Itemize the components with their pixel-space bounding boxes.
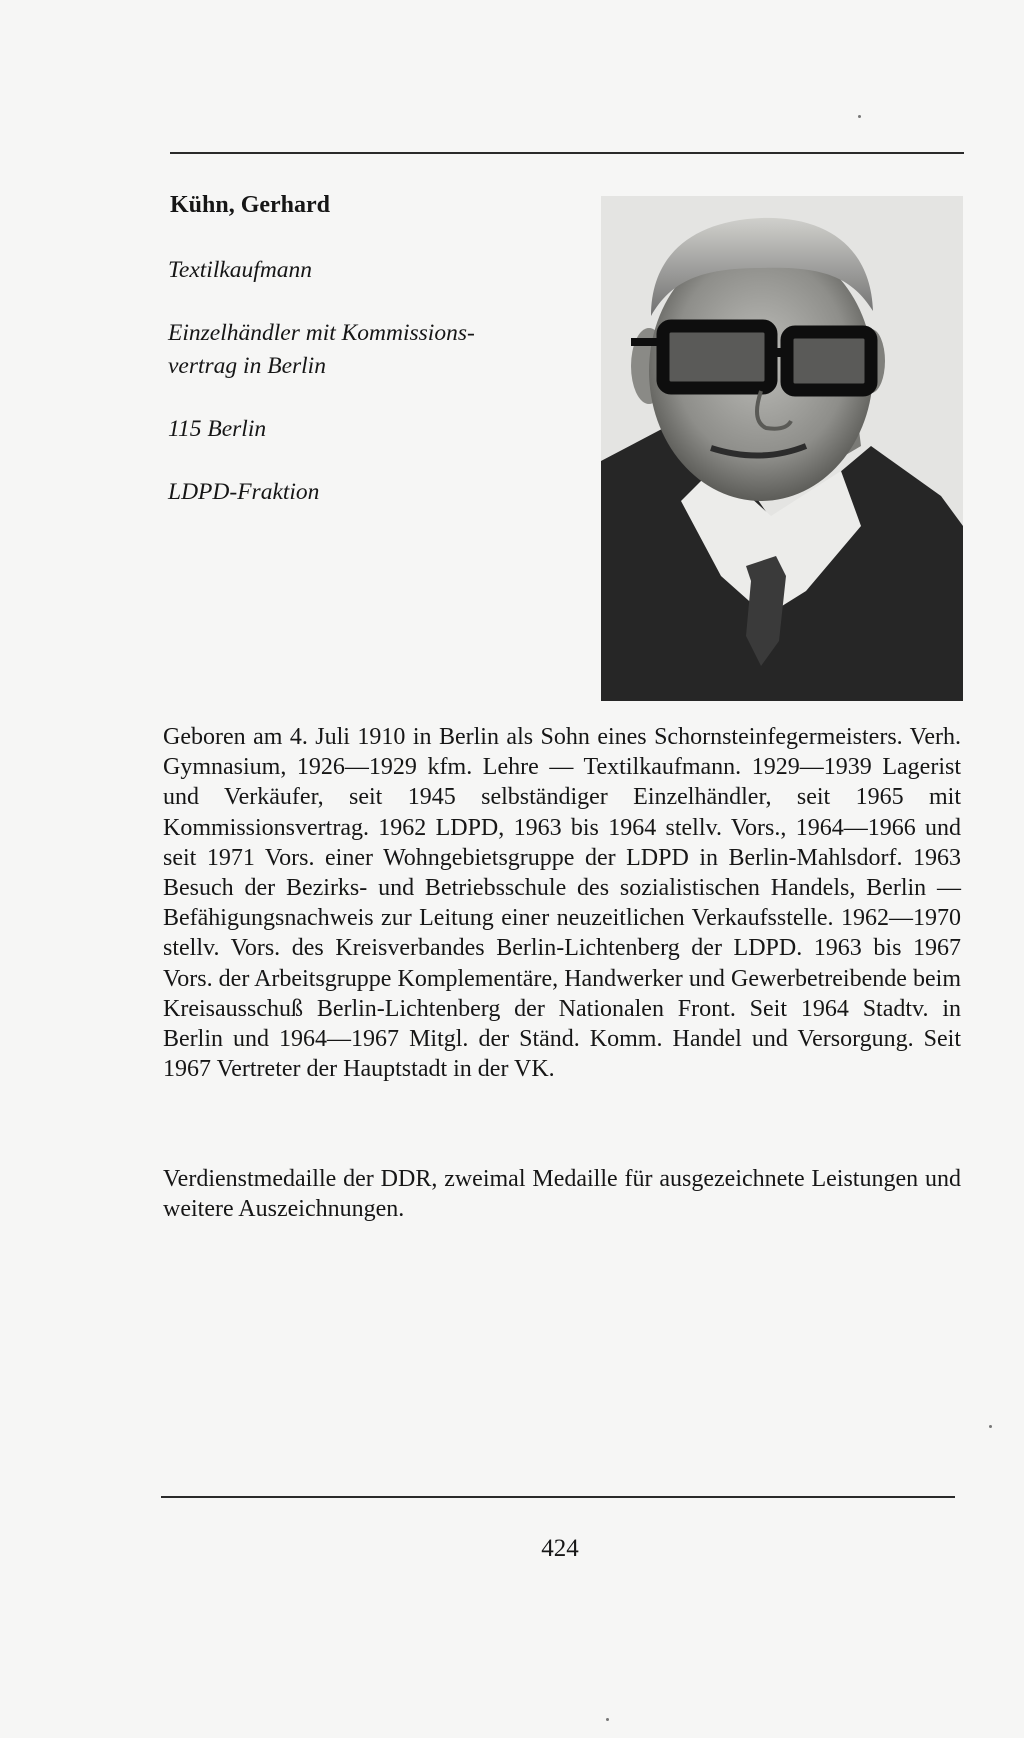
faction: LDPD-Fraktion [168,479,320,505]
bottom-rule [161,1496,955,1498]
portrait-illustration [601,196,963,701]
page-number: 424 [541,1535,579,1562]
profession: Textilkaufmann [168,257,313,283]
address: 115 Berlin [168,416,267,442]
top-rule [170,152,964,154]
entry-meta [168,254,568,539]
position: Einzelhändler mit Kommissions- vertrag in Berlin [168,320,475,379]
awards-text: Verdienstmedaille der DDR, zweimal Medaille für ausgezeichnete Leistungen und weitere Auszeichnungen. [163,1166,961,1223]
scan-speck [858,115,861,118]
portrait-photo [601,196,963,701]
scan-speck [989,1425,992,1428]
scan-speck [606,1718,609,1721]
entry-name: Kühn, Gerhard [170,192,331,218]
biography-text: Geboren am 4. Juli 1910 in Berlin als Sohn eines Schornsteinfegermeisters. Verh. Gymnasium, 1926—1929 kfm. Lehre — Textilkaufmann. 1929—1939 Lagerist und Verkäufer, seit 1945 selbständiger Einzelhändler, seit 1965 mit Kommissionsvertrag. 1962 LDPD, 1963 bis 1964 stellv. Vors., 1964—1966 und seit 1971 Vors. einer Wohngebietsgruppe der LDPD in Berlin-Mahlsdorf. 1963 Besuch der Bezirks- und Betriebsschule des sozialistischen Handels, Berlin — Befähigungsnachweis zur Leitung einer neuzeitlichen Verkaufsstelle. 1962—1970 stellv. Vors. des Kreisverbandes Berlin-Lichtenberg der LDPD. 1963 bis 1967 Vors. der Arbeitsgruppe Komplementäre, Handwerker und Gewerbetreibende beim Kreisausschuß Berlin-Lichtenberg der Nationalen Front. Seit 1964 Stadtv. in Berlin und 1964—1967 Mitgl. der Ständ. Komm. Handel und Versorgung. Seit 1967 Vertreter der Hauptstadt in der VK. [163,724,961,1083]
